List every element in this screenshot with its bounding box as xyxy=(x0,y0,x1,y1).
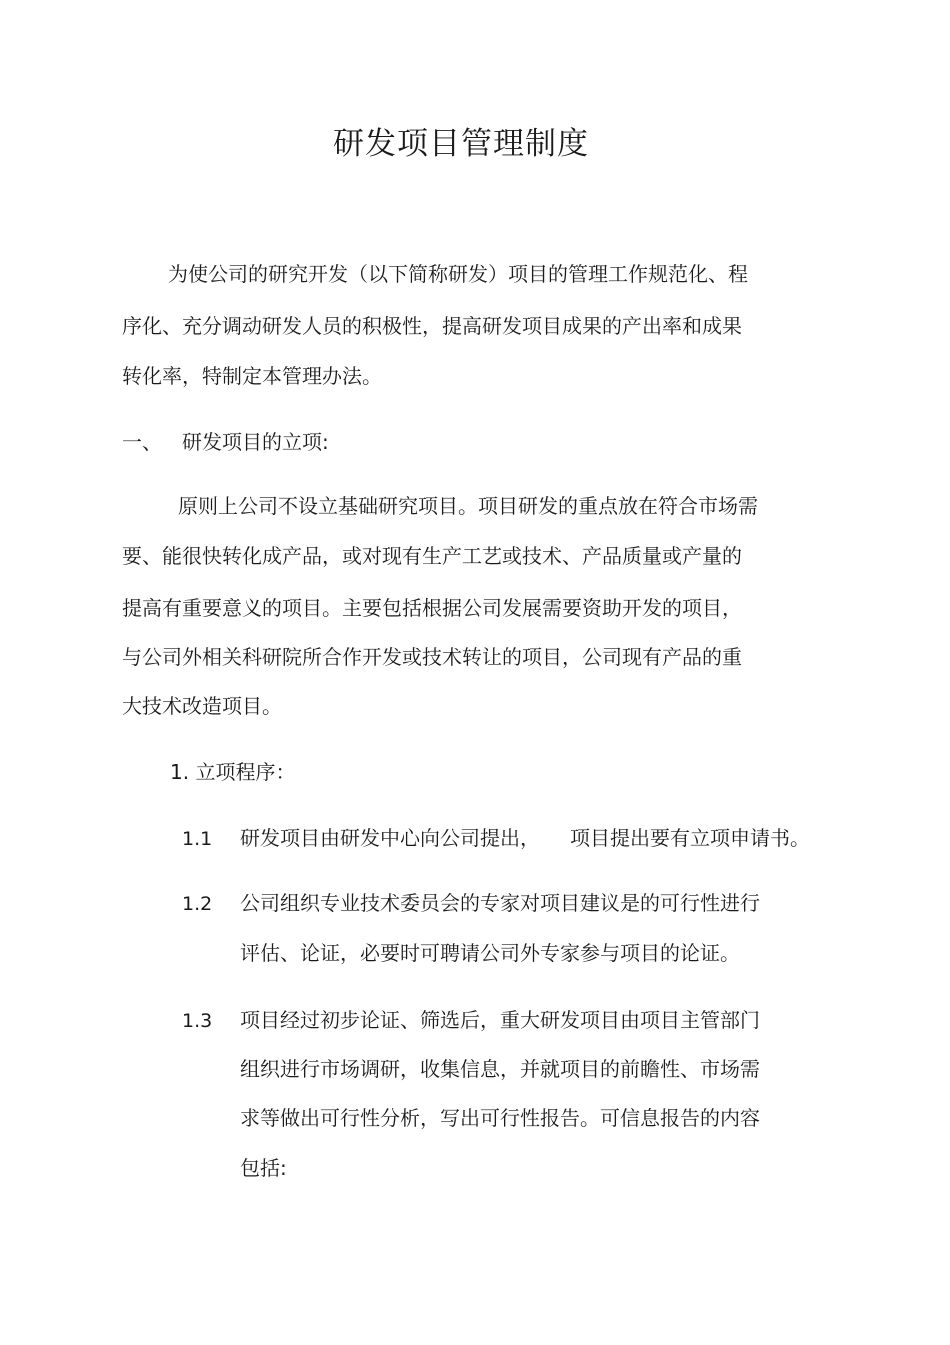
intro-line-2: 序化、充分调动研发人员的积极性，提高研发项目成果的产出率和成果 xyxy=(122,314,742,338)
principle-line-5: 大技术改造项目。 xyxy=(122,694,282,718)
section-1-number: 一、 xyxy=(122,430,162,454)
principle-line-1: 原则上公司不设立基础研究项目。项目研发的重点放在符合市场需 xyxy=(178,494,758,518)
principle-line-3: 提高有重要意义的项目。主要包括根据公司发展需要资助开发的项目， xyxy=(122,596,742,620)
intro-line-3: 转化率，特制定本管理办法。 xyxy=(122,364,382,388)
section-1-heading: 研发项目的立项: xyxy=(182,430,329,454)
item-1-3-line-1: 项目经过初步论证、筛选后，重大研发项目由项目主管部门 xyxy=(240,1008,760,1032)
item-1-3-line-3: 求等做出可行性分析，写出可行性报告。可信息报告的内容 xyxy=(240,1106,760,1130)
item-1-3-line-2: 组织进行市场调研，收集信息，并就项目的前瞻性、市场需 xyxy=(240,1057,760,1081)
item-1-2-line-1: 公司组织专业技术委员会的专家对项目建议是的可行性进行 xyxy=(240,891,760,915)
item-1-2-number: 1.2 xyxy=(182,893,213,915)
sub-1-heading: 1. 立项程序： xyxy=(170,760,296,784)
item-1-1-text-a: 研发项目由研发中心向公司提出， xyxy=(240,826,540,850)
principle-line-2: 要、能很快转化成产品，或对现有生产工艺或技术、产品质量或产量的 xyxy=(122,544,742,568)
item-1-1-number: 1.1 xyxy=(182,828,213,850)
principle-line-4: 与公司外相关科研院所合作开发或技术转让的项目，公司现有产品的重 xyxy=(122,645,742,669)
document-title: 研发项目管理制度 xyxy=(333,126,589,162)
item-1-2-line-2: 评估、论证，必要时可聘请公司外专家参与项目的论证。 xyxy=(240,941,740,965)
intro-line-1: 为使公司的研究开发（以下简称研发）项目的管理工作规范化、程 xyxy=(168,262,748,286)
item-1-1-text-b: 项目提出要有立项申请书。 xyxy=(570,826,810,850)
item-1-3-line-4: 包括: xyxy=(240,1156,287,1180)
item-1-3-number: 1.3 xyxy=(182,1010,213,1032)
